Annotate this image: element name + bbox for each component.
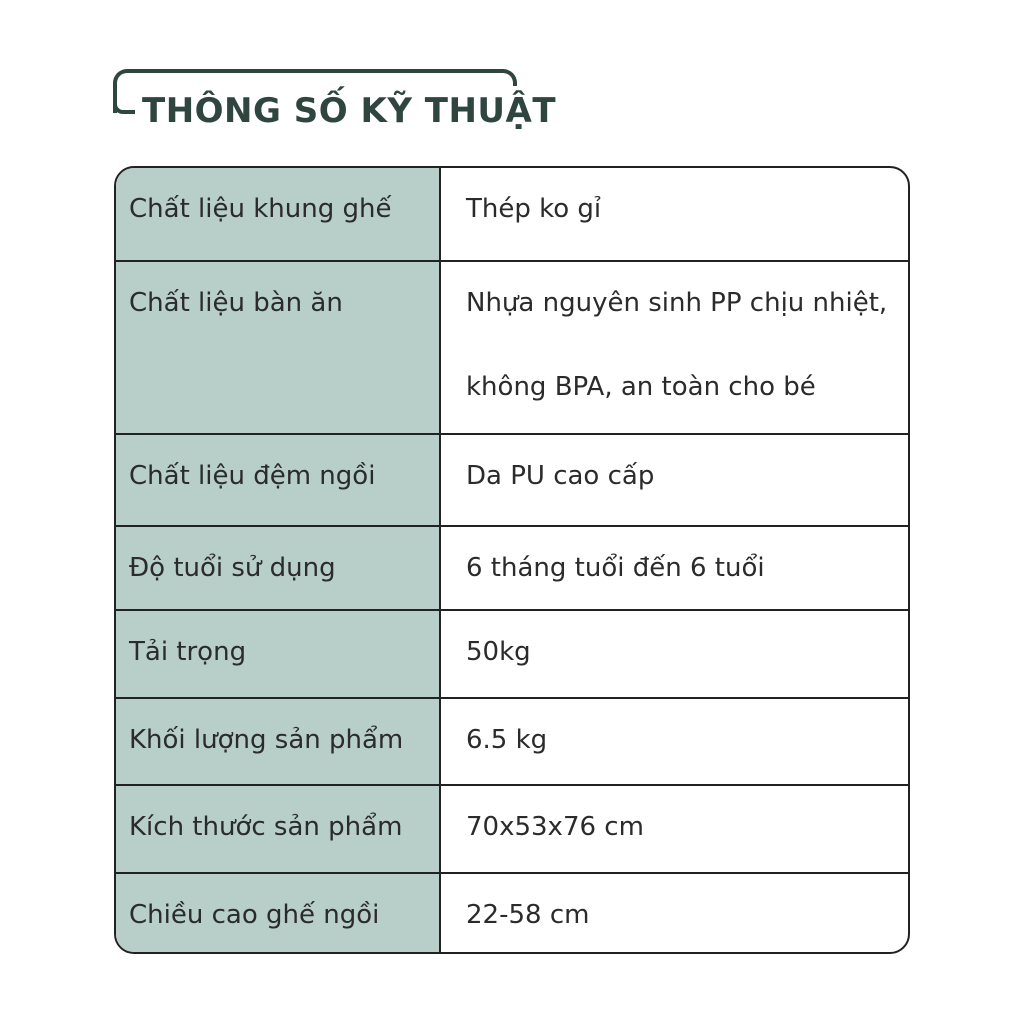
spec-value-line: Nhựa nguyên sinh PP chịu nhiệt, <box>466 287 888 318</box>
spec-table <box>114 166 910 954</box>
spec-value <box>441 527 908 609</box>
spec-row-product-dimensions <box>116 784 908 872</box>
spec-label: Chất liệu khung ghế <box>116 168 441 260</box>
spec-label: Khối lượng sản phẩm <box>116 699 441 785</box>
spec-row-seat-height <box>116 872 908 952</box>
spec-row-frame-material <box>116 168 908 260</box>
title-bracket-tick <box>113 100 135 114</box>
spec-label: Độ tuổi sử dụng <box>116 527 441 609</box>
spec-label: Chất liệu bàn ăn <box>116 262 441 434</box>
spec-row-tray-material <box>116 260 908 434</box>
spec-value-line: 6.5 kg <box>466 724 548 755</box>
spec-value-line: 22-58 cm <box>466 900 590 931</box>
spec-row-product-weight <box>116 697 908 785</box>
spec-value <box>441 611 908 697</box>
spec-row-load-capacity <box>116 609 908 697</box>
spec-value <box>441 874 908 952</box>
spec-label: Chiều cao ghế ngồi <box>116 874 441 952</box>
spec-label: Kích thước sản phẩm <box>116 786 441 872</box>
spec-label: Chất liệu đệm ngồi <box>116 435 441 525</box>
spec-value-line: không BPA, an toàn cho bé <box>466 371 816 402</box>
spec-value <box>441 168 908 260</box>
spec-row-age-range <box>116 525 908 609</box>
spec-value-line: 70x53x76 cm <box>466 812 644 843</box>
page-title: THÔNG SỐ KỸ THUẬT <box>142 91 557 131</box>
spec-value <box>441 786 908 872</box>
spec-value-line: Da PU cao cấp <box>466 461 655 492</box>
spec-row-cushion-material <box>116 433 908 525</box>
spec-value <box>441 699 908 785</box>
spec-value-line: 50kg <box>466 636 531 667</box>
spec-value <box>441 262 908 434</box>
spec-label: Tải trọng <box>116 611 441 697</box>
spec-value-line: 6 tháng tuổi đến 6 tuổi <box>466 553 765 584</box>
spec-value-line: Thép ko gỉ <box>466 194 602 224</box>
spec-value <box>441 435 908 525</box>
